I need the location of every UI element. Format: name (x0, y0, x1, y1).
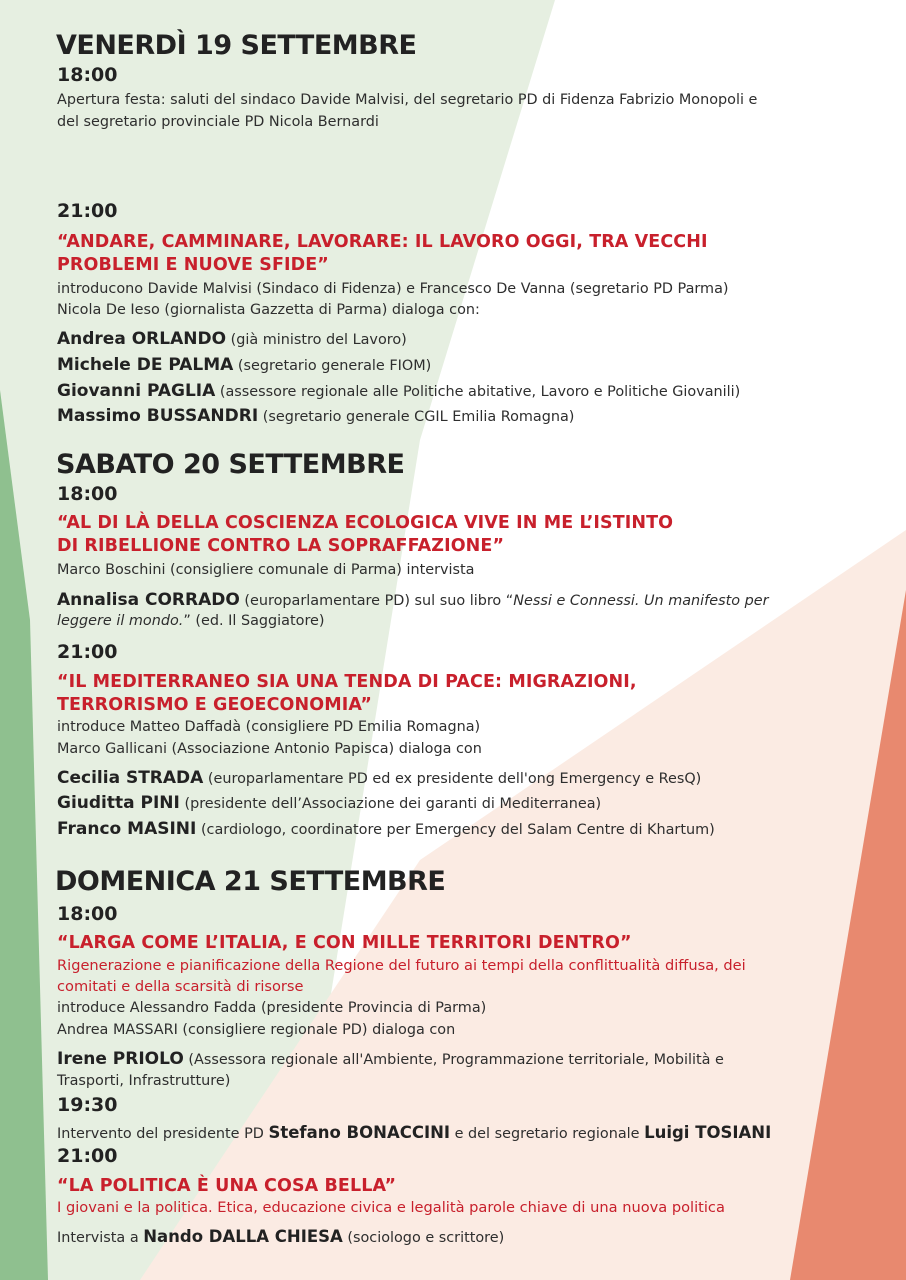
speaker-row (57, 380, 740, 403)
speaker-row-cont (57, 610, 325, 632)
speaker-role: (Assessora regionale all'Ambiente, Programmazione territoriale, Mobilità e (188, 1052, 724, 1068)
event-description: introducono Davide Malvisi (Sindaco di Fidenza) e Francesco De Vanna (segretario PD Parma) (57, 281, 729, 297)
speaker-row (57, 1048, 724, 1071)
book-title: leggere il mondo. (57, 613, 184, 629)
speaker-role: (già ministro del Lavoro) (230, 332, 407, 348)
event-description: del segretario provinciale PD Nicola Bernardi (57, 114, 379, 130)
speaker-role: (presidente dell’Associazione dei garanti di Mediterranea) (184, 796, 602, 812)
speaker-name: Giovanni PAGLIA (57, 381, 216, 401)
interview-text: Intervista a (57, 1230, 144, 1246)
speaker-name: Stefano BONACCINI (268, 1123, 451, 1142)
event-description: Apertura festa: saluti del sindaco Davide Malvisi, del segretario PD di Fidenza Fabrizio Monopoli e (57, 92, 758, 108)
event-description: introduce Alessandro Fadda (presidente Provincia di Parma) (57, 1000, 487, 1016)
event-title: “IL MEDITERRANEO SIA UNA TENDA DI PACE: MIGRAZIONI, (57, 672, 637, 692)
event-title: “LA POLITICA È UNA COSA BELLA” (57, 1176, 397, 1196)
speaker-role: (europarlamentare PD ed ex presidente dell'ong Emergency e ResQ) (207, 771, 702, 787)
speaker-role: (europarlamentare PD) sul suo libro “ (239, 593, 514, 609)
speaker-name: Andrea ORLANDO (57, 329, 227, 349)
book-title: Nessi e Connessi. Un manifesto per (513, 593, 769, 609)
event-time: 21:00 (57, 1145, 118, 1167)
event-time: 18:00 (57, 483, 118, 505)
speaker-name: Cecilia STRADA (57, 768, 204, 788)
event-subtitle: comitati e della scarsità di risorse (57, 978, 304, 995)
event-title: “ANDARE, CAMMINARE, LAVORARE: IL LAVORO OGGI, TRA VECCHI (57, 232, 708, 252)
event-description: Nicola De Ieso (giornalista Gazzetta di Parma) dialoga con: (57, 302, 480, 318)
intervento-text: Intervento del presidente PD (57, 1126, 269, 1142)
event-time: 18:00 (57, 64, 118, 86)
speaker-name: Massimo BUSSANDRI (57, 406, 259, 426)
event-title: “LARGA COME L’ITALIA, E CON MILLE TERRITORI DENTRO” (57, 933, 632, 953)
speaker-name: Michele DE PALMA (57, 355, 234, 375)
event-description: Andrea MASSARI (consigliere regionale PD) dialoga con (57, 1022, 456, 1038)
speaker-role: (assessore regionale alle Politiche abitative, Lavoro e Politiche Giovanili) (219, 384, 741, 400)
speaker-name: Franco MASINI (57, 819, 197, 839)
speaker-name: Nando DALLA CHIESA (143, 1227, 343, 1246)
event-title: “AL DI LÀ DELLA COSCIENZA ECOLOGICA VIVE IN ME L’ISTINTO (57, 513, 674, 533)
event-time: 18:00 (57, 903, 118, 925)
speaker-role: (cardiologo, coordinatore per Emergency del Salam Centre di Khartum) (200, 822, 715, 838)
event-description: Marco Gallicani (Associazione Antonio Papisca) dialoga con (57, 741, 482, 757)
day-heading-friday: VENERDÌ 19 SETTEMBRE (56, 30, 417, 61)
speaker-role: (sociologo e scrittore) (342, 1230, 505, 1246)
event-time: 21:00 (57, 641, 118, 663)
intervento-text: e del segretario regionale (450, 1126, 645, 1142)
event-description: introduce Matteo Daffadà (consigliere PD Emilia Romagna) (57, 719, 481, 735)
speaker-row (57, 328, 407, 351)
speaker-row (57, 405, 574, 428)
speaker-row (57, 818, 715, 841)
event-subtitle: I giovani e la politica. Etica, educazione civica e legalità parole chiave di una nuova politica (57, 1199, 725, 1216)
event-time: 21:00 (57, 200, 118, 222)
intervento-row (57, 1122, 771, 1145)
event-title: TERRORISMO E GEOECONOMIA” (57, 695, 372, 715)
event-title: DI RIBELLIONE CONTRO LA SOPRAFFAZIONE” (57, 536, 505, 556)
speaker-row (57, 767, 701, 790)
day-heading-saturday: SABATO 20 SETTEMBRE (56, 449, 405, 480)
event-time: 19:30 (57, 1094, 118, 1116)
speaker-role: (segretario generale CGIL Emilia Romagna) (262, 409, 575, 425)
event-description: Marco Boschini (consigliere comunale di Parma) intervista (57, 562, 475, 578)
speaker-name: Annalisa CORRADO (57, 590, 240, 610)
speaker-name: Irene PRIOLO (57, 1049, 184, 1069)
event-subtitle: Rigenerazione e pianificazione della Regione del futuro ai tempi della conflittualità diffusa, dei (57, 957, 746, 974)
speaker-row (57, 589, 769, 612)
speaker-role: (segretario generale FIOM) (237, 358, 432, 374)
day-heading-sunday: DOMENICA 21 SETTEMBRE (55, 866, 446, 897)
interview-row (57, 1226, 504, 1249)
book-publisher: ” (ed. Il Saggiatore) (183, 613, 325, 629)
speaker-row (57, 354, 431, 377)
event-title: PROBLEMI E NUOVE SFIDE” (57, 255, 329, 275)
speaker-role-cont: Trasporti, Infrastrutture) (57, 1073, 231, 1089)
speaker-row (57, 792, 601, 815)
speaker-name: Luigi TOSIANI (644, 1123, 772, 1142)
speaker-name: Giuditta PINI (57, 793, 180, 813)
